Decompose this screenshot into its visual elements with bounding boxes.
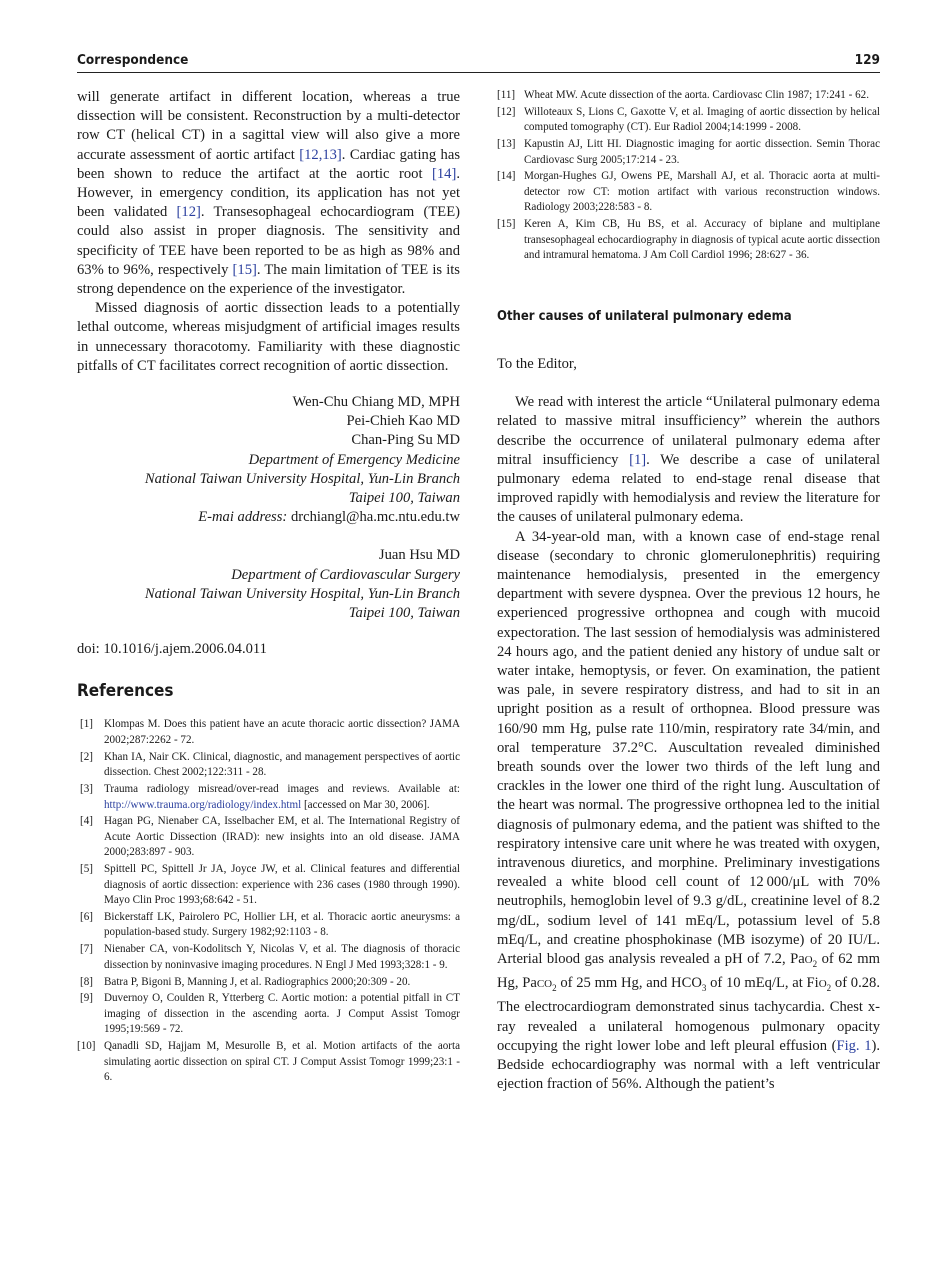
reference-item xyxy=(497,137,880,168)
reference-text: Kapustin AJ, Litt HI. Diagnostic imaging for aortic dissection. Semin Thorac Cardiovasc Surg 2005;17:214 - 23. xyxy=(524,138,880,166)
text-run: of 25 mm Hg, and HCO xyxy=(556,975,702,992)
references-heading: References xyxy=(77,681,174,702)
reference-number: [13] xyxy=(497,138,516,151)
reference-item xyxy=(77,862,460,909)
text-run: of 10 mEq/L, at Fi xyxy=(706,975,819,992)
reference-item xyxy=(497,105,880,136)
reference-item xyxy=(77,717,460,748)
text-run: of 62 mm Hg, Pa xyxy=(497,951,880,992)
right-column xyxy=(497,88,880,1094)
reference-text: Khan IA, Nair CK. Clinical, diagnostic, and management perspectives of aortic dissection. Chest 2002;122:311 - 28. xyxy=(104,750,460,779)
reference-text: Bickerstaff LK, Pairolero PC, Hollier LH, et al. Thoracic aortic aneurysms: a population-based study. Surgery 1982;92:1103 - 8. xyxy=(104,910,460,939)
author-name: Wen-Chu Chiang MD, MPH xyxy=(292,394,460,411)
body-paragraph xyxy=(77,88,460,299)
page-number: 129 xyxy=(854,52,880,68)
reference-text: Klompas M. Does this patient have an acute thoracic aortic dissection? JAMA 2002;287:2262 - 72. xyxy=(104,718,460,746)
reference-text: Wheat MW. Acute dissection of the aorta. Cardiovasc Clin 1987; 17:241 - 62. xyxy=(524,89,869,101)
reference-number: [10] xyxy=(77,1040,96,1053)
reference-number: [2] xyxy=(80,750,93,763)
reference-text: Duvernoy O, Coulden R, Ytterberg C. Aortic motion: a potential pitfall in CT imaging of dissection in the ascending aorta. J Comput Assist Tomogr 1995;19:569 - 72. xyxy=(104,992,460,1036)
author-name: Chan-Ping Su MD xyxy=(351,432,460,449)
text-run: O xyxy=(804,954,813,967)
reference-number: [3] xyxy=(80,783,93,796)
reference-item xyxy=(77,750,460,781)
body-paragraph xyxy=(497,528,880,1095)
reference-number: [4] xyxy=(80,815,93,828)
body-paragraph: Missed diagnosis of aortic dissection leads to a potentially lethal outcome, whereas misjudgment of artificial images results in unnecessary thoracotomy. Familiarity with these diagnostic pitfalls of CT facilitates correct recognition of aortic dissection. xyxy=(77,300,460,374)
reference-text: Qanadli SD, Hajjam M, Mesurolle B, et al. Motion artifacts of the aorta simulating aortic dissection on spiral CT. J Comput Assist Tomogr 1999;23:1 - 6. xyxy=(104,1040,460,1084)
subscript: 3 xyxy=(701,983,707,994)
email-line xyxy=(77,508,460,527)
reference-text: Keren A, Kim CB, Hu BS, et al. Accuracy of biplane and multiplane transesophageal echocardiography in diagnosis of typical acute aortic dissection and intramural hematoma. J Am Coll Cardiol 1996; 28:627 - 36. xyxy=(524,218,880,262)
reference-number: [5] xyxy=(80,863,93,876)
reference-item xyxy=(77,942,460,973)
reference-item xyxy=(77,1039,460,1086)
salutation: To the Editor, xyxy=(497,355,577,372)
text-run: . The main limitation of TEE is its strong dependence on the experience of the investigator. xyxy=(77,261,460,298)
reference-text: Batra P, Bigoni B, Manning J, et al. Radiographics 2000;20:309 - 20. xyxy=(104,975,411,988)
text-run: . Transesophageal echocardiogram (TEE) could also assist in proper diagnosis. The sensitivity and specificity of TEE have been reported to be as high as 98% and 63% to 96%, respectively xyxy=(77,204,460,278)
letter-title: Other causes of unilateral pulmonary edema xyxy=(497,308,792,324)
reference-item xyxy=(497,169,880,216)
affiliation-line: Taipei 100, Taiwan xyxy=(348,605,460,622)
doi-line: doi: 10.1016/j.ajem.2006.04.011 xyxy=(77,641,267,658)
text-run: CO xyxy=(536,978,553,991)
reference-number: [11] xyxy=(497,89,516,101)
reference-text: Spittell PC, Spittell Jr JA, Joyce JW, et al. Clinical features and differential diagnosis of aortic dissection: experience with 236 cases (1980 through 1990). Mayo Clin Proc 1993;68:642 - 51. xyxy=(104,863,460,907)
author-name: Juan Hsu MD xyxy=(378,547,460,564)
reference-number: [9] xyxy=(80,992,93,1005)
reference-text: Nienaber CA, von-Kodolitsch Y, Nicolas V, et al. The diagnosis of thoracic dissection by noninvasive imaging procedures. N Engl J Med 1993;328:1 - 9. xyxy=(104,943,460,971)
body-paragraph xyxy=(497,393,880,527)
email-address[interactable]: drchiangl@ha.mc.ntu.edu.tw xyxy=(290,509,460,526)
reference-list xyxy=(77,717,460,1085)
affiliation-line: Department of Cardiovascular Surgery xyxy=(231,566,460,583)
reference-text: Trauma radiology misread/over-read images and reviews. Available at: xyxy=(104,783,460,796)
text-run: O xyxy=(818,978,827,991)
reference-item xyxy=(497,88,880,104)
text-run: A 34-year-old man, with a known case of end-stage renal disease (secondary to chronic glomerulonephritis) requiring maintenance hemodialysis, presented in the emergency department with severe dyspnea. Over the previous 12 hours, he experienced progressive orthopnea and cough with mucoid expectoration. The last session of hemodialysis was administered 24 hours ago, and the patient denied any history of undue salt or water intake, hemoptysis, or fever. On examination, the patient was pale, in severe respiratory distress, and had to sit in an upright position as a result of orthopnea. Blood pressure was 160/90 mm Hg, pulse rate 110/min, respiratory rate 34/min, and oral temperature 37.2°C. Auscultation revealed diminished breath sounds over the lower two thirds of the left lung and crackles in the lower one third of the right lung. Auscultation of the heart was normal. The progressive orthopnea led to the initial diagnosis of pulmonary edema, and the patient was shifted to the respiratory intensive care unit where he was treated with oxygen, intravenous diuretics, and morphine. Preliminary investigations revealed a white blood cell count of 12 000/μL with 70% neutrophils, hemoglobin level of 9.3 g/dL, creatinine level of 8.2 mg/dL, sodium level of 141 mEq/L, potassium level of 5.8 mEq/L, and creatine phosphokinase (MB isozyme) of 20 IU/L. Arterial blood gas analysis revealed a pH of 7.2, Pa xyxy=(497,528,880,968)
subscript: 2 xyxy=(812,958,818,969)
text-run: . We describe a case of unilateral pulmonary edema related to end-stage renal disease that improved rapidly with hemodialysis and review the literature for the causes of unilateral pulmonary edema. xyxy=(497,451,880,526)
reference-text: [accessed on Mar 30, 2006]. xyxy=(301,798,430,811)
running-header xyxy=(77,52,880,73)
citation-link[interactable]: [1] xyxy=(629,451,647,468)
author-name: Pei-Chieh Kao MD xyxy=(346,413,460,430)
left-column xyxy=(77,88,460,1087)
reference-number: [7] xyxy=(80,943,93,956)
reference-text: Willoteaux S, Lions C, Gaxotte V, et al. Imaging of aortic dissection by helical computed tomography (CT). Eur Radiol 2004;14:1999 - 2008. xyxy=(524,105,880,134)
subscript: 2 xyxy=(826,983,832,994)
citation-link[interactable]: [15] xyxy=(232,261,257,278)
text-run: . Cardiac gating has been shown to reduce the artifact at the aortic root xyxy=(77,146,461,182)
text-run: We read with interest the article “Unilateral pulmonary edema related to massive mitral insufficiency” wherein the authors describe the occurrence of unilateral pulmonary edema after mitral insufficiency xyxy=(497,394,880,468)
citation-link[interactable]: [12] xyxy=(176,204,201,221)
reference-text: Morgan-Hughes GJ, Owens PE, Marshall AJ, et al. Thoracic aorta at multi-detector row CT: motion artifact with various reconstruction windows. Radiology 2003;228:583 - 8. xyxy=(524,170,880,214)
text-run: . However, in emergency condition, its application has not yet been validated xyxy=(77,165,460,221)
email-label: E-mai address: xyxy=(198,509,288,526)
affiliation-line: Taipei 100, Taiwan xyxy=(348,490,460,507)
reference-number: [6] xyxy=(80,910,93,923)
citation-link[interactable]: [14] xyxy=(432,165,457,182)
reference-number: [14] xyxy=(497,170,516,183)
reference-number: [12] xyxy=(497,105,516,118)
reference-text: Hagan PG, Nienaber CA, Isselbacher EM, et al. The International Registry of Acute Aortic Dissection (IRAD): new insights into an old disease. JAMA 2000;283:897 - 903. xyxy=(104,815,460,859)
reference-number: [8] xyxy=(80,975,93,988)
reference-item xyxy=(77,782,460,813)
affiliation-line: National Taiwan University Hospital, Yun-Lin Branch xyxy=(144,470,460,487)
citation-link[interactable]: [12,13] xyxy=(299,146,342,163)
reference-number: [1] xyxy=(80,718,93,731)
reference-item xyxy=(77,910,460,941)
reference-item xyxy=(77,991,460,1038)
text-run: ). Bedside echocardiography was normal with a left ventricular ejection fraction of 56%. Although the patient’s xyxy=(497,1037,881,1093)
reference-item xyxy=(497,217,880,264)
subscript: 2 xyxy=(552,983,557,994)
reference-number: [15] xyxy=(497,218,516,231)
text-run: will generate artifact in different location, whereas a true dissection will be consistent. Reconstruction by a multi-detector row CT (helical CT) in a sagittal view will also give a more accurate assessment of aortic artifact xyxy=(77,89,460,163)
affiliation-line: Department of Emergency Medicine xyxy=(248,451,460,468)
reference-list xyxy=(497,88,880,264)
affiliation-line: National Taiwan University Hospital, Yun-Lin Branch xyxy=(144,585,460,602)
reference-item xyxy=(77,975,460,991)
reference-url-link[interactable]: http://www.trauma.org/radiology/index.html xyxy=(104,798,302,811)
text-run: of 0.28. The electrocardiogram demonstrated sinus tachycardia. Chest x-ray revealed a unilateral homogenous pulmonary opacity occupying the right lower lobe and left pleural effusion ( xyxy=(497,975,880,1054)
journal-section-label: Correspondence xyxy=(77,52,189,68)
figure-link[interactable]: Fig. 1 xyxy=(836,1037,872,1054)
reference-item xyxy=(77,814,460,861)
